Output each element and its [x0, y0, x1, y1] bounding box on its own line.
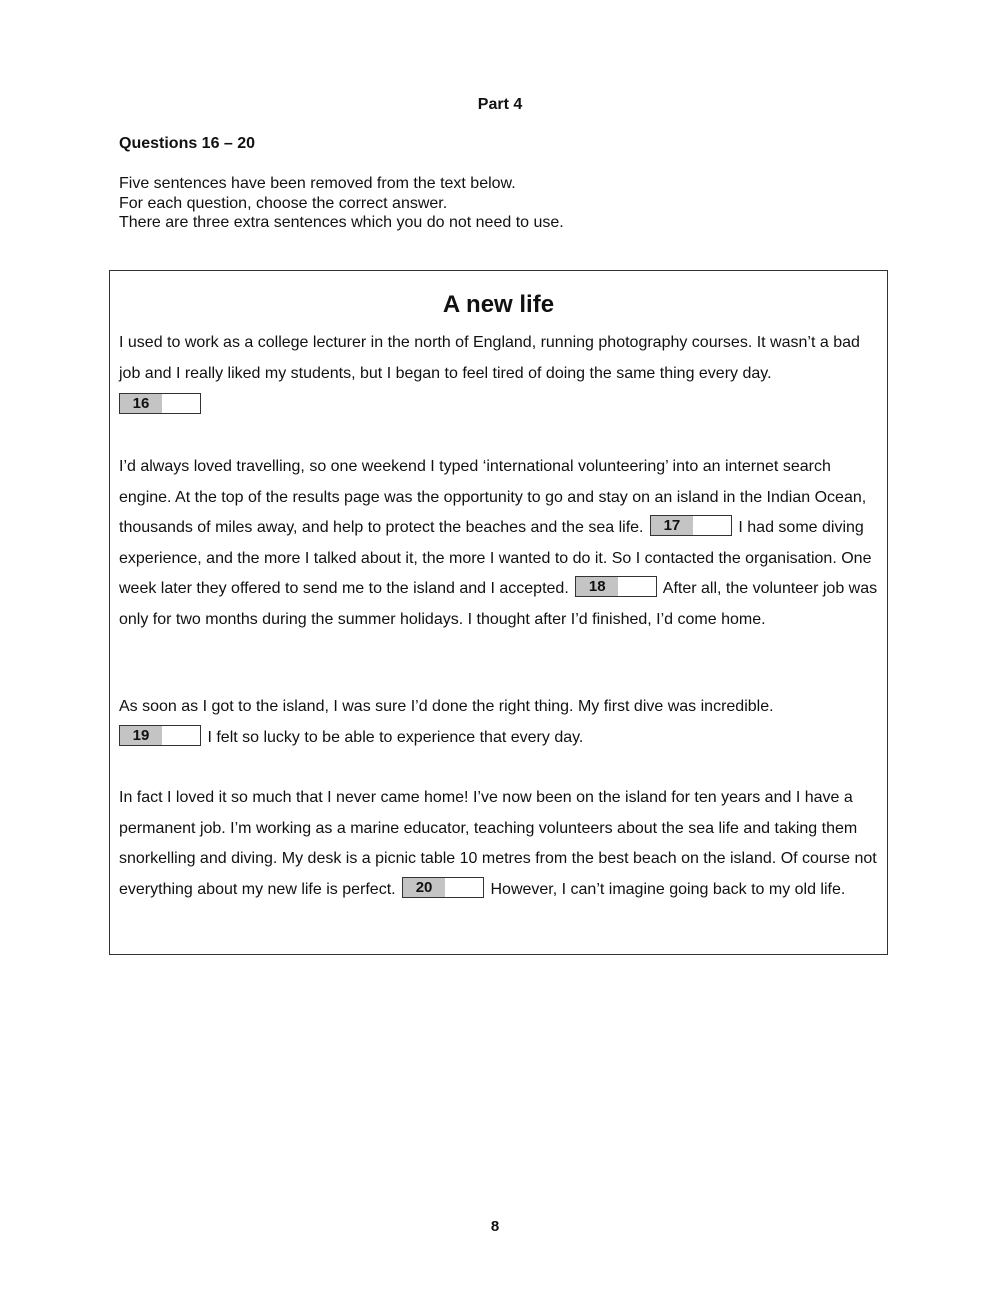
answer-gap-16[interactable] — [119, 393, 201, 414]
gap-number: 16 — [120, 394, 162, 413]
gap-number: 19 — [120, 726, 162, 745]
paragraph-text: I’d always loved travelling, so one weekend I typed ‘international volunteering’ into an internet search engine. At the top of the results page was the opportunity to go and stay on an island in the Indian Ocean, thousands of miles away, and help to protect the beaches and the sea life. — [119, 458, 867, 536]
article-box — [109, 270, 888, 955]
gap-number: 17 — [651, 516, 693, 535]
gap-number: 20 — [403, 878, 445, 897]
paragraph-4 — [119, 783, 881, 905]
instruction-line: Five sentences have been removed from the text below. — [119, 175, 516, 192]
paragraph-3 — [119, 692, 881, 753]
paragraph-text: However, I can’t imagine going back to my old life. — [490, 880, 846, 898]
paragraph-text: I felt so lucky to be able to experience that every day. — [207, 728, 584, 746]
answer-gap-20[interactable] — [402, 877, 484, 898]
answer-gap-19[interactable] — [119, 725, 201, 746]
instruction-line: For each question, choose the correct answer. — [119, 194, 448, 212]
paragraph-2 — [119, 452, 881, 635]
paragraph-1 — [119, 328, 881, 414]
questions-heading: Questions 16 – 20 — [119, 135, 256, 152]
paragraph-text: I used to work as a college lecturer in the north of England, running photography courses. It wasn’t a bad job and I really liked my students, but I began to feel tired of doing the same thing every day. — [119, 334, 860, 382]
instruction-line: There are three extra sentences which you do not need to use. — [119, 214, 564, 231]
paragraph-text: As soon as I got to the island, I was sure I’d done the right thing. My first dive was incredible. — [119, 698, 774, 715]
part-title: Part 4 — [477, 96, 523, 113]
article-title: A new life — [442, 291, 555, 318]
answer-gap-17[interactable] — [650, 515, 732, 536]
paragraph-text: In fact I loved it so much that I never came home! I’ve now been on the island for ten years and I have a permanent job. I’m working as a marine educator, teaching volunteers about the sea life and taking them snorkelling and diving. My desk is a picnic table 10 metres from the best beach on the island. Of course not everything about my new life is perfect. — [119, 789, 877, 898]
page-number: 8 — [490, 1218, 500, 1235]
gap-number: 18 — [576, 577, 618, 596]
paragraph-text: After all, the volunteer job was only for two months during the summer holidays. I thought after I’d finished, I’d come home. — [119, 580, 878, 628]
paragraph-text: I had some diving experience, and the more I talked about it, the more I wanted to do it. So I contacted the organisation. One week later they offered to send me to the island and I accepted. — [119, 519, 872, 597]
answer-gap-18[interactable] — [575, 576, 657, 597]
instructions — [119, 174, 564, 233]
